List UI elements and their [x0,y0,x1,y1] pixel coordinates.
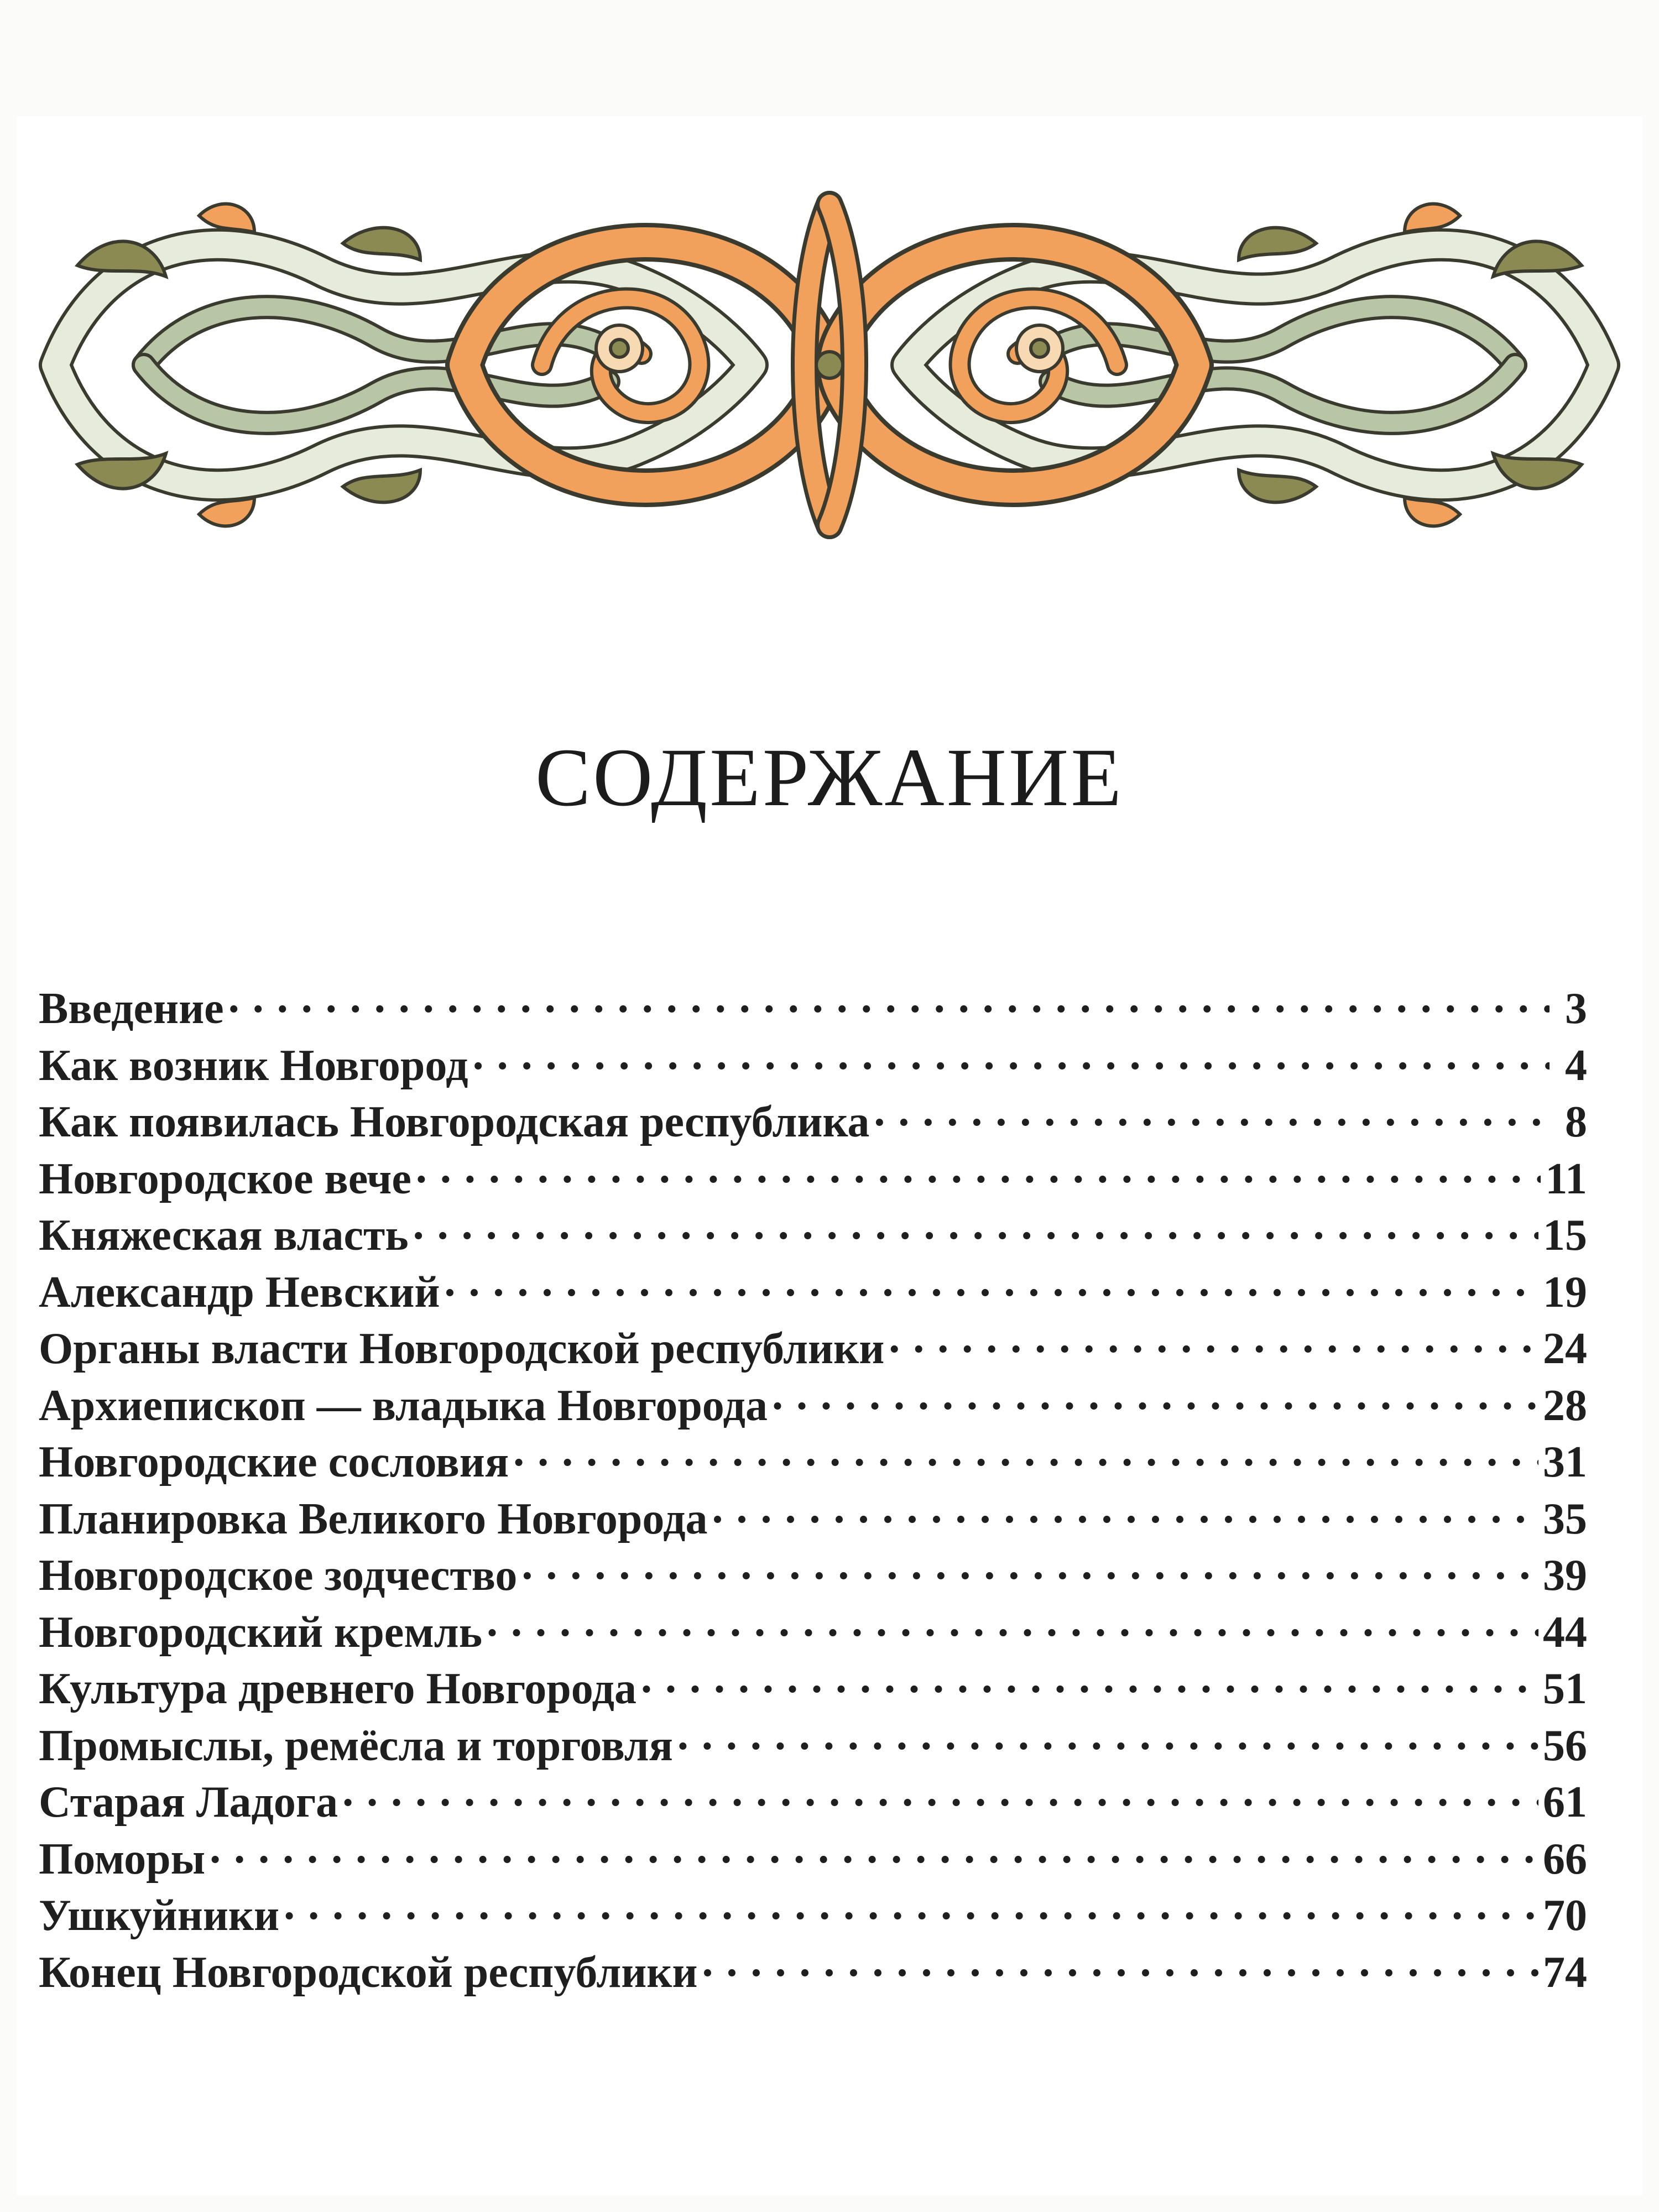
toc-entry-title: Ушкуйники [39,1891,280,1940]
toc-entry-title: Поморы [39,1834,206,1884]
toc-entry[interactable] [39,1943,1587,2000]
toc-entry[interactable] [39,1432,1587,1489]
toc-leader-dots [772,1376,1538,1420]
toc-leader-dots [874,1092,1550,1136]
toc-entry[interactable] [39,1489,1587,1546]
toc-entry-title: Архиепископ — владыка Новгорода [39,1381,768,1430]
toc-entry[interactable] [39,1772,1587,1829]
toc-entry-title: Княжеская власть [39,1211,409,1260]
toc-leader-dots [342,1772,1538,1817]
toc-leader-dots [889,1319,1538,1363]
toc-entry[interactable] [39,1206,1587,1262]
toc-leader-dots [228,979,1550,1023]
toc-entry[interactable] [39,1829,1587,1886]
toc-entry[interactable] [39,1886,1587,1943]
toc-entry-page: 74 [1543,1948,1587,1997]
toc-entry-title: Новгородские сословия [39,1438,509,1486]
toc-entry-page: 3 [1565,984,1587,1033]
toc-entry-title: Введение [39,984,224,1033]
toc-entry-page: 61 [1543,1778,1587,1827]
toc-leader-dots [413,1206,1538,1250]
toc-leader-dots [487,1603,1538,1647]
toc-entry-page: 11 [1545,1154,1587,1203]
toc-entry-page: 8 [1565,1098,1587,1146]
toc-entry[interactable] [39,1659,1587,1716]
toc-entry-page: 51 [1543,1665,1587,1713]
toc-entry-page: 66 [1543,1834,1587,1884]
toc-leader-dots [521,1546,1538,1590]
toc-entry-title: Новгородское зодчество [39,1551,518,1600]
toc-entry-title: Старая Ладога [39,1778,338,1827]
toc-entry[interactable] [39,1149,1587,1206]
toc-entry-page: 4 [1565,1041,1587,1090]
toc-entry-title: Культура древнего Новгорода [39,1665,637,1713]
toc-entry-page: 31 [1543,1438,1587,1486]
toc-entry-page: 35 [1543,1494,1587,1543]
toc-entry[interactable] [39,1603,1587,1660]
toc-entry-page: 56 [1543,1721,1587,1770]
toc-entry-title: Органы власти Новгородской республики [39,1324,885,1373]
toc-entry-page: 24 [1543,1324,1587,1373]
toc-entry[interactable] [39,1262,1587,1319]
toc-entry-page: 28 [1543,1381,1587,1430]
toc-entry-title: Промыслы, ремёсла и торговля [39,1721,673,1770]
toc-entry-title: Как возник Новгород [39,1041,468,1090]
toc-leader-dots [473,1036,1550,1080]
toc-leader-dots [712,1489,1538,1533]
toc-entry[interactable] [39,1319,1587,1376]
toc-entry-page: 15 [1543,1211,1587,1260]
toc-entry[interactable] [39,1036,1587,1093]
toc-entry-page: 19 [1543,1267,1587,1317]
toc-entry-title: Александр Невский [39,1267,440,1317]
decorative-ornament-banner [33,182,1626,542]
toc-entry-title: Как появилась Новгородская республика [39,1098,870,1146]
toc-entry[interactable] [39,1546,1587,1603]
toc-leader-dots [416,1149,1541,1193]
toc-entry-page: 39 [1543,1551,1587,1600]
toc-leader-dots [284,1886,1538,1930]
table-of-contents [39,979,1587,1999]
toc-entry[interactable] [39,979,1587,1036]
toc-entry-title: Планировка Великого Новгорода [39,1494,708,1543]
toc-leader-dots [210,1829,1538,1874]
toc-leader-dots [641,1659,1538,1703]
toc-entry-page: 44 [1543,1608,1587,1657]
toc-entry-title: Конец Новгородской республики [39,1948,698,1997]
toc-entry[interactable] [39,1716,1587,1773]
toc-entry-title: Новгородский кремль [39,1608,482,1657]
page-title: СОДЕРЖАНИЕ [535,732,1124,823]
toc-entry[interactable] [39,1376,1587,1433]
toc-leader-dots [702,1943,1538,1987]
toc-leader-dots [513,1432,1538,1477]
toc-entry[interactable] [39,1092,1587,1149]
toc-leader-dots [677,1716,1538,1760]
toc-entry-title: Новгородское вече [39,1154,411,1203]
toc-leader-dots [445,1262,1538,1307]
toc-entry-page: 70 [1543,1891,1587,1940]
